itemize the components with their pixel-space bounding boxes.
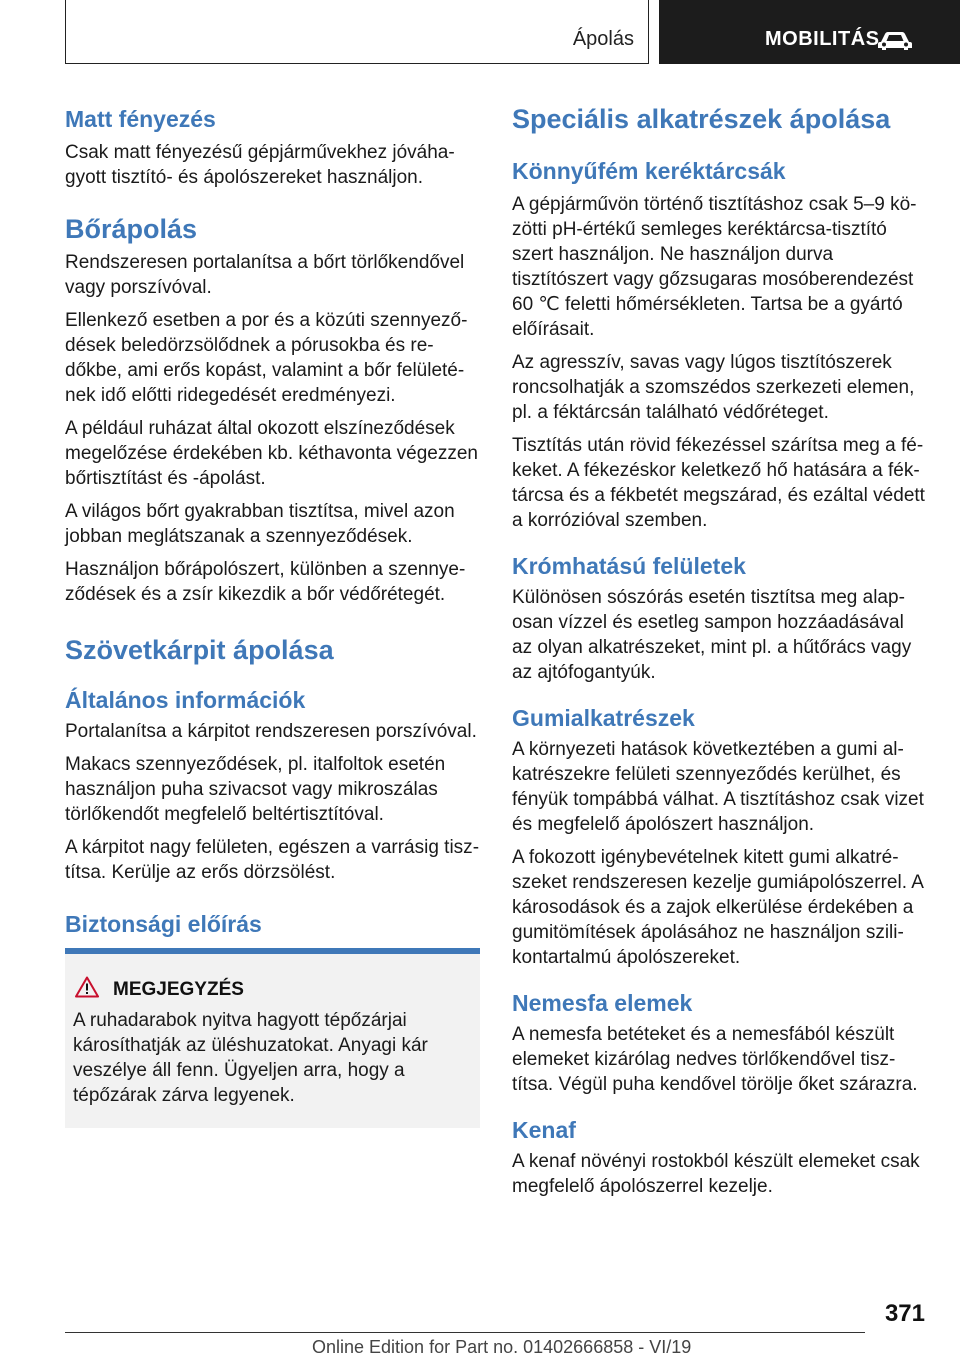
paragraph: Rendszeresen portalanítsa a bőrt törlőkendővel vagy porszívóval.: [65, 252, 465, 298]
heading-nemesfa: Nemesfa elemek: [512, 990, 693, 1016]
paragraph: A például ruházat által okozott elszíneződések megelőzése érdekében kb. kéthavonta végezzen bőrtisztítást és -ápolást.: [65, 418, 478, 489]
paragraph: A kárpitot nagy felületen, egészen a varrásig tisztítsa. Kerülje az erős dörzsölést.: [65, 837, 480, 883]
right-column: [512, 100, 928, 1199]
page-number: 371: [884, 1300, 925, 1327]
chapter-tab-label: Ápolás: [572, 28, 634, 50]
warning-icon: [75, 976, 99, 1003]
paragraph: Portalanítsa a kárpitot rendszeresen porszívóval.: [65, 721, 477, 742]
heading-konnyufem: Könnyűfém keréktárcsák: [512, 158, 786, 184]
footer-edition: Online Edition for Part no. 01402666858 - VI/19: [312, 1337, 692, 1357]
heading-kenaf: Kenaf: [512, 1117, 576, 1143]
paragraph: Az agresszív, savas vagy lúgos tisztítószerek roncsolhatják a szomszédos szerkezeti elemen, pl. a féktárcsán található védőréteget.: [512, 352, 915, 423]
section-banner: [659, 0, 960, 64]
paragraph: A nemesfa betéteket és a nemesfából készült elemeket kizárólag nedves törlőkendővel tisztítsa. Végül puha kendővel törölje őket szárazra.: [512, 1024, 918, 1095]
paragraph: A kenaf növényi rostokból készült elemeket csak megfelelő ápolószerrel kezelje.: [512, 1151, 920, 1197]
heading-specialis: Speciális alkatrészek ápolása: [512, 104, 891, 134]
heading-szovetkarpit: Szövetkárpit ápolása: [65, 635, 334, 665]
paragraph: A környezeti hatások következtében a gumi alkatrészekre felületi szennyeződés kerülhet, és fényük tompábbá válhat. A tisztításhoz csak vizet és megfelelő ápolószert használjon.: [512, 739, 924, 835]
paragraph: Különösen sószórás esetén tisztítsa meg alaposan vízzel és esetleg sampon hozzáadásával az olyan alkatrészeket, mint pl. a hűtőrács vagy az ajtófogantyúk.: [512, 587, 912, 683]
left-column: [65, 100, 481, 939]
paragraph: Makacs szennyeződések, pl. italfoltok esetén használjon puha szivacsot vagy mikroszálas törlőkendőt megfelelő beltértisztítóval.: [65, 754, 446, 825]
heading-altalanos: Általános információk: [65, 687, 306, 713]
section-label: MOBILITÁS: [765, 28, 880, 50]
notice-header: [75, 976, 244, 1003]
heading-gumialkatreszek: Gumialkatrészek: [512, 705, 695, 731]
notice-box: [65, 948, 480, 1128]
paragraph: A gépjárművön történő tisztításhoz csak 5–9 közötti pH-értékű semleges keréktárcsa-tisztító szert használjon. Ne használjon durva tisztítószert vagy gőzsugaras mosóberendezést 60 ℃ feletti hőmérsékleten. Tartsa be a gyártó előírásait.: [512, 194, 917, 340]
footer-divider: [65, 1332, 865, 1333]
car-icon: [877, 28, 913, 57]
paragraph: Csak matt fényezésű gépjárművekhez jóváhagyott tisztító- és ápolószereket használjon.: [65, 142, 455, 188]
paragraph: Tisztítás után rövid fékezéssel szárítsa meg a fékeket. A fékezéskor keletkező hő hatására a féktárcsa és a fékbetét megszárad, és ezáltal védett a korrózióval szemben.: [512, 435, 925, 531]
heading-matt: Matt fényezés: [65, 106, 216, 132]
heading-borapolas: Bőrápolás: [65, 214, 198, 244]
paragraph: Használjon bőrápolószert, különben a szennyeződések és a zsír kikezdik a bőr védőrétegét.: [65, 559, 466, 605]
heading-kromhatasu: Krómhatású felületek: [512, 553, 746, 579]
notice-title: MEGJEGYZÉS: [113, 978, 244, 1000]
paragraph: A fokozott igénybevételnek kitett gumi alkatrészeket rendszeresen kezelje gumiápolószerrel. A károsodások és a zajok elkerülése érdekében a gumitömítések ápolásához ne használjon szilikontartalmú ápolószereket.: [512, 847, 923, 968]
paragraph: A világos bőrt gyakrabban tisztítsa, mivel azon jobban meglátszanak a szennyeződések.: [65, 501, 455, 547]
notice-text: A ruhadarabok nyitva hagyott tépőzárjai károsíthatják az üléshuzatokat. Anyagi kár veszélye áll fenn. Ügyeljen arra, hogy a tépőzárak zárva legyenek.: [73, 1010, 428, 1106]
paragraph: Ellenkező esetben a por és a közúti szennyeződések beledörzsölődnek a pórusokba és redőkbe, ami erős kopást, valamint a bőr felületének idő előtti ridegedését eredményezi.: [65, 310, 468, 406]
notice-accent-bar: [65, 948, 480, 954]
chapter-tab: [65, 0, 649, 64]
heading-biztonsagi: Biztonsági előírás: [65, 911, 262, 937]
